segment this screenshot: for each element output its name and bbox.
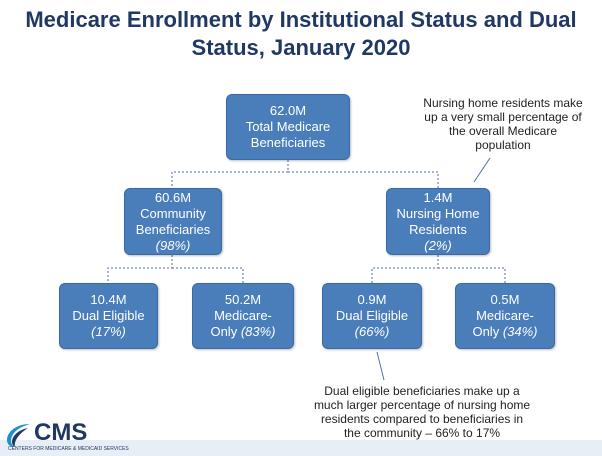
node-community-medicare-only [192,283,294,349]
connector-nursing [372,255,505,283]
node-comm-medicare-label2: Only [210,324,238,339]
connector-community [108,255,243,283]
node-nh-medicare-pct: (34%) [502,324,538,339]
title-line-2: Status, January 2020 [191,35,411,60]
cms-logo-subtitle: CENTERS FOR MEDICARE & MEDICAID SERVICES [8,446,129,452]
cms-logo-text: CMS [34,419,88,446]
node-nh-dual-label1: Dual Eligible [335,308,409,323]
callout-top-line4: population [475,138,531,152]
node-nh-dual-pct: (66%) [354,324,390,339]
node-total-label1: Total Medicare [245,119,331,134]
node-comm-medicare-value: 50.2M [224,292,262,307]
node-nursing-dual-eligible [322,283,422,349]
cms-logo [4,419,129,452]
node-comm-dual-pct: (17%) [91,324,126,339]
node-nursing-value: 1.4M [423,189,453,205]
callout-nursing-home-note [408,96,598,152]
node-community-pct: (98%) [155,237,191,253]
node-total-label2: Beneficiaries [250,135,326,150]
node-comm-dual-label1: Dual Eligible [72,308,145,323]
node-comm-dual-value: 10.4M [90,292,127,307]
callout-bottom-pointer [377,352,384,380]
node-nh-medicare-line2 [456,324,554,340]
node-nursing-label2: Residents [409,221,467,237]
node-nursing-medicare-only [455,283,555,349]
node-total-value: 62.0M [269,103,307,118]
node-comm-medicare-line2 [193,324,293,340]
node-nh-medicare-value: 0.5M [490,292,520,307]
callout-top-line3: the overall Medicare [448,124,558,138]
node-total-beneficiaries [226,94,350,160]
node-community-beneficiaries [124,188,222,255]
node-nh-medicare-label1: Medicare- [476,308,534,323]
node-nh-dual-value: 0.9M [357,292,387,307]
callout-top-line2: up a very small percentage of [424,110,582,124]
callout-dual-eligible-note [294,384,550,440]
node-community-label1: Community [140,205,206,221]
node-comm-medicare-label1: Medicare- [214,308,272,323]
node-nh-medicare-label2: Only [472,324,500,339]
callout-top-pointer [474,158,490,182]
node-community-label2: Beneficiaries [135,221,211,237]
connector-total [172,160,438,188]
callout-top-line1: Nursing home residents make [423,96,583,110]
node-nursing-label1: Nursing Home [396,205,480,221]
callout-bottom-line3: residents compared to beneficiaries in [320,412,524,426]
node-comm-medicare-pct: (83%) [240,324,276,339]
callout-bottom-line1: Dual eligible beneficiaries make up a [324,384,520,398]
callout-bottom-line2: much larger percentage of nursing home [313,398,531,412]
title-line-1: Medicare Enrollment by Institutional Status and Dual [25,7,577,32]
node-community-dual-eligible [59,283,158,349]
callout-bottom-line4: the community – 66% to 17% [343,426,501,440]
node-nursing-pct: (2%) [424,237,452,253]
cms-swoosh-icon [4,420,34,448]
node-nursing-home-residents [386,188,490,255]
node-community-value: 60.6M [154,189,192,205]
